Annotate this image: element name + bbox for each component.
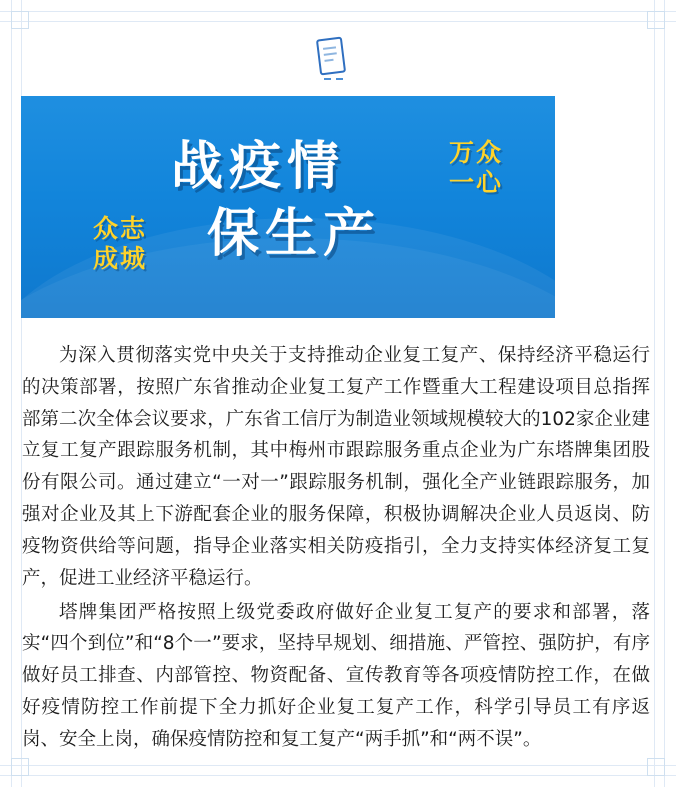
guide-line-right bbox=[664, 0, 665, 787]
article-body bbox=[22, 340, 650, 758]
corner-mark-bottom-right bbox=[647, 758, 665, 776]
banner-badge-bottom-left bbox=[93, 214, 147, 273]
article-paragraph-2: 塔牌集团严格按照上级党委政府做好企业复工复产的要求和部署，落实“四个到位”和“8个一”要求，坚持早规划、细措施、严管控、强防护，有序做好员工排查、内部管控、物资配备、宣传教育等各项疫情防控工作，在做好疫情防控工作前提下全力抓好企业复工复产工作，科学引导员工有序返岗、安全上岗，确保疫情防控和复工复产“两手抓”和“两不误”。 bbox=[22, 601, 650, 750]
corner-mark-top-right bbox=[647, 11, 665, 29]
note-paper-line bbox=[324, 59, 333, 62]
guide-line-top-inner bbox=[0, 21, 676, 22]
corner-mark-bottom-left bbox=[11, 758, 29, 776]
banner-badge-bottom-left-line1: 众志 bbox=[93, 214, 148, 243]
banner-headline-line1: 战疫情 bbox=[171, 137, 346, 197]
note-paper-line bbox=[324, 52, 337, 56]
note-paper-sheet bbox=[316, 37, 346, 76]
banner-headline-line2: 保生产 bbox=[207, 203, 382, 264]
guide-line-bottom-inner bbox=[0, 765, 676, 766]
note-paper-icon bbox=[316, 38, 350, 82]
note-paper-tick bbox=[336, 78, 343, 80]
campaign-banner bbox=[21, 96, 555, 318]
banner-badge-top-right-line1: 万众 bbox=[448, 138, 503, 167]
guide-line-left bbox=[11, 0, 12, 787]
note-paper-line bbox=[323, 46, 336, 50]
guide-line-right-inner bbox=[654, 0, 655, 787]
banner-badge-top-right-line2: 一心 bbox=[448, 167, 503, 197]
guide-line-top bbox=[0, 11, 676, 12]
note-paper-tick bbox=[324, 78, 331, 80]
banner-badge-bottom-left-line2: 成城 bbox=[93, 243, 148, 273]
banner-headline bbox=[171, 134, 501, 267]
corner-mark-top-left bbox=[11, 11, 29, 29]
guide-line-bottom bbox=[0, 775, 676, 776]
article-paragraph-1: 为深入贯彻落实党中央关于支持推动企业复工复产、保持经济平稳运行的决策部署，按照广东省推动企业复工复产工作暨重大工程建设项目总指挥部第二次全体会议要求，广东省工信厅为制造业领域规模较大的102家企业建立复工复产跟踪服务机制，其中梅州市跟踪服务重点企业为广东塔牌集团股份有限公司。通过建立“一对一”跟踪服务机制，强化全产业链跟踪服务，加强对企业及其上下游配套企业的服务保障，积极协调解决企业人员返岗、防疫物资供给等问题，指导企业落实相关防疫指引，全力支持实体经济复工复产，促进工业经济平稳运行。 bbox=[22, 345, 650, 589]
